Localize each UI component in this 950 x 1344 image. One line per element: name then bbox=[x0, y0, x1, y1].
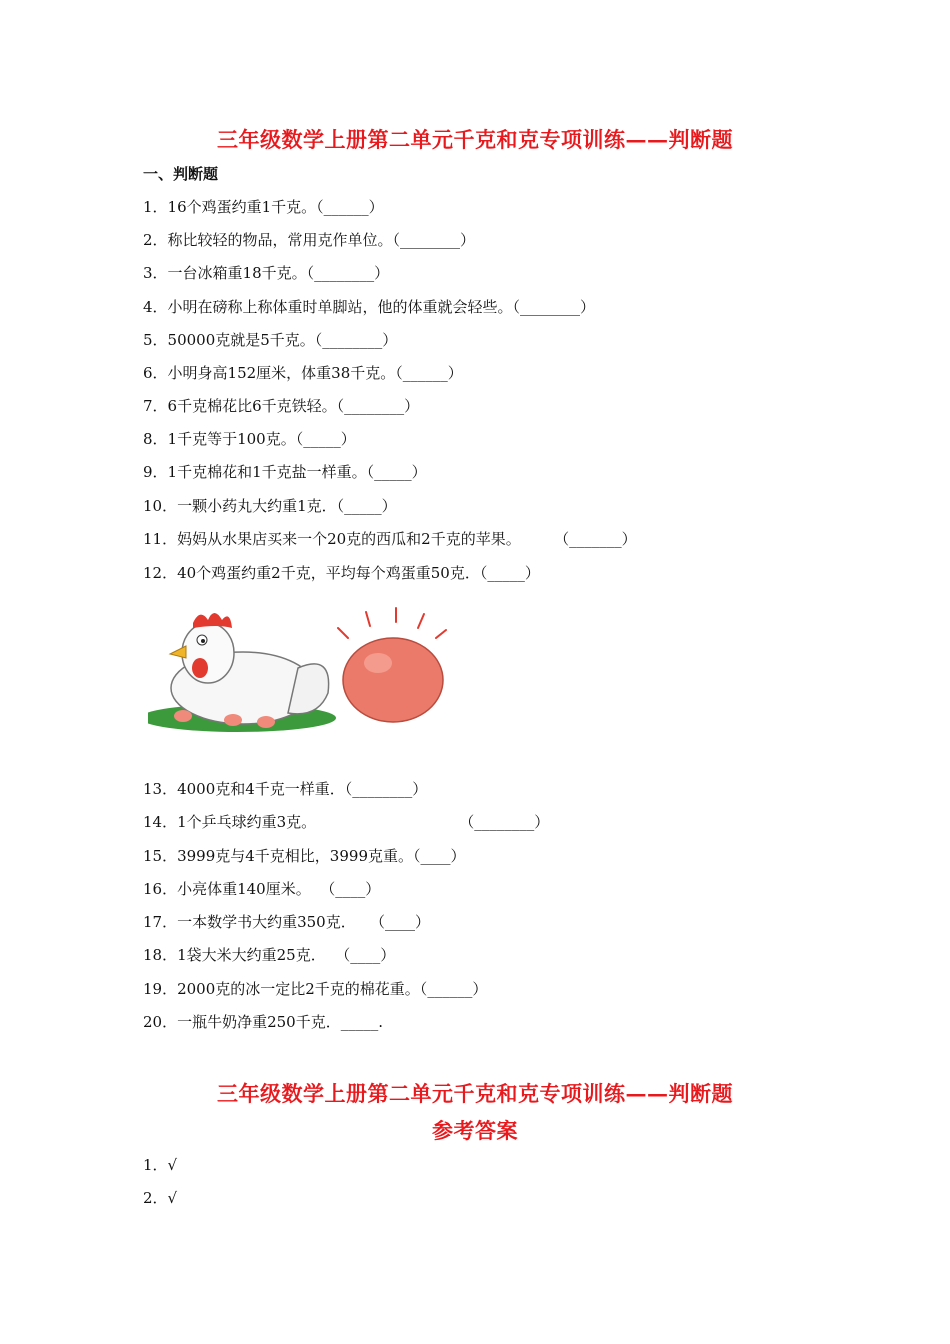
question-6: 6．小明身高152厘米，体重38千克。（______） bbox=[143, 364, 463, 382]
answer-1: 1．√ bbox=[143, 1156, 178, 1174]
hen-pupil bbox=[201, 639, 205, 643]
question-11: 11．妈妈从水果店买来一个20克的西瓜和2千克的苹果。 （_______） bbox=[143, 530, 637, 548]
big-egg bbox=[343, 638, 443, 722]
question-12: 12．40个鸡蛋约重2千克，平均每个鸡蛋重50克．（_____） bbox=[143, 564, 540, 582]
egg-emphasis-lines bbox=[338, 608, 446, 638]
small-egg bbox=[174, 710, 192, 722]
answer-2: 2．√ bbox=[143, 1189, 178, 1207]
hen-head bbox=[182, 623, 234, 683]
hen-and-egg-illustration bbox=[148, 598, 458, 738]
question-1: 1．16个鸡蛋约重1千克。（______） bbox=[143, 198, 384, 216]
question-15: 15．3999克与4千克相比，3999克重。（____） bbox=[143, 847, 466, 865]
worksheet-title: 三年级数学上册第二单元千克和克专项训练——判断题 bbox=[217, 127, 733, 152]
question-7: 7．6千克棉花比6千克铁轻。（________） bbox=[143, 397, 420, 415]
hen-wattle bbox=[192, 658, 208, 678]
question-9: 9．1千克棉花和1千克盐一样重。（_____） bbox=[143, 463, 427, 481]
question-16: 16．小亮体重140厘米。 （____） bbox=[143, 880, 381, 898]
answer-key-title: 三年级数学上册第二单元千克和克专项训练——判断题 bbox=[217, 1081, 733, 1106]
question-8: 8．1千克等于100克。（_____） bbox=[143, 430, 356, 448]
question-13: 13．4000克和4千克一样重．（________） bbox=[143, 780, 428, 798]
section-heading: 一、判断题 bbox=[143, 165, 219, 183]
question-19: 19．2000克的冰一定比2千克的棉花重。（______） bbox=[143, 980, 488, 998]
question-5: 5．50000克就是5千克。（________） bbox=[143, 331, 398, 349]
hen-comb bbox=[193, 613, 232, 628]
question-14: 14．1个乒乓球约重3克。 （________） bbox=[143, 813, 550, 831]
question-20: 20．一瓶牛奶净重250千克．_____. bbox=[143, 1013, 383, 1031]
egg-highlight bbox=[364, 653, 392, 673]
small-egg bbox=[224, 714, 242, 726]
question-4: 4．小明在磅称上称体重时单脚站，他的体重就会轻些。（________） bbox=[143, 298, 596, 316]
question-10: 10．一颗小药丸大约重1克．（_____） bbox=[143, 497, 397, 515]
small-egg bbox=[257, 716, 275, 728]
answer-key-subtitle: 参考答案 bbox=[432, 1118, 518, 1143]
hen-beak bbox=[170, 646, 186, 658]
question-2: 2．称比较轻的物品，常用克作单位。（________） bbox=[143, 231, 476, 249]
question-17: 17．一本数学书大约重350克． （____） bbox=[143, 913, 431, 931]
question-3: 3．一台冰箱重18千克。（________） bbox=[143, 264, 390, 282]
question-18: 18．1袋大米大约重25克． （____） bbox=[143, 946, 396, 964]
